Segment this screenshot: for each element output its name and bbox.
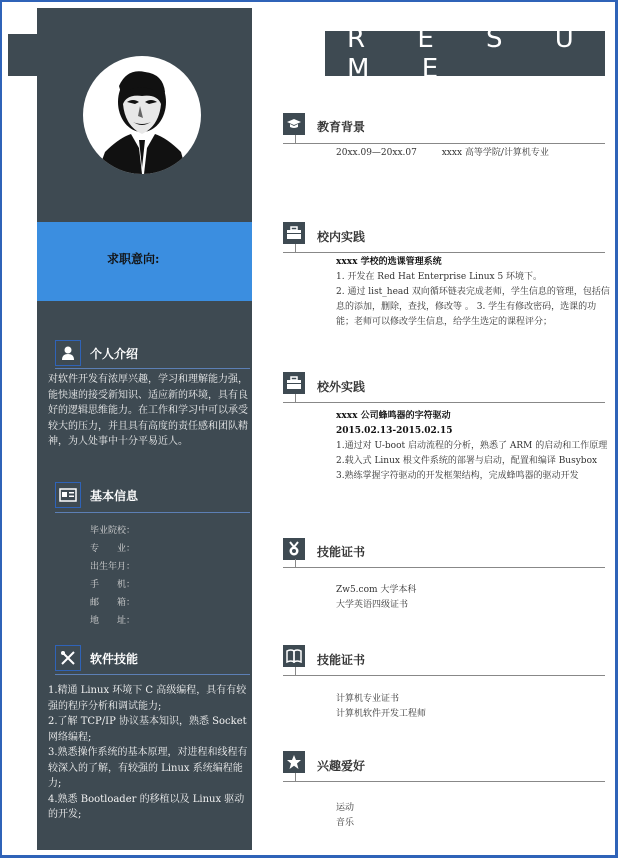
basic-field-school: 毕业院校： (90, 526, 136, 536)
skills-item: 4.熟悉 Bootloader 的移植以及 Linux 驱动的开发; (48, 793, 245, 820)
external-divider (283, 402, 605, 403)
basic-field-address: 地 址： (90, 616, 136, 626)
certs2-title: 技能证书 (317, 653, 366, 667)
campus-content (336, 255, 612, 330)
job-intent-block (37, 222, 252, 301)
education-school: xxxx 高等学院/计算机专业 (441, 148, 549, 158)
external-line: 3.熟练掌握字符驱动的开发框架结构，完成蜂鸣器的驱动开发 (336, 471, 579, 481)
education-title: 教育背景 (317, 120, 366, 134)
star-icon (283, 751, 305, 773)
external-title: 校外实践 (317, 380, 366, 394)
skills-item: 1.精通 Linux 环境下 C 高级编程，具有有较强的程序分析和调试能力; (48, 685, 247, 712)
campus-divider (283, 252, 605, 253)
intro-text: 对软件开发有浓厚兴趣，学习和理解能力强，能快速的接受新知识、适应新的环境，具有良好的逻辑思维能力。在工作和学习中可以承受较大的压力，并且具有高度的责任感和团队精神，为人处事中十分平易近人。 (48, 374, 248, 447)
basic-field-phone: 手 机： (90, 580, 136, 590)
left-edge-tab (8, 34, 37, 76)
hobby-item: 音乐 (336, 818, 355, 828)
certs1-title: 技能证书 (317, 545, 366, 559)
campus-title: 校内实践 (317, 230, 366, 244)
certs2-corner (295, 667, 305, 676)
certs2-divider (283, 675, 605, 676)
hobbies-corner (295, 773, 305, 782)
resume-title: R E S U M E (347, 23, 596, 84)
skills-title: 软件技能 (90, 651, 139, 666)
skills-item: 3.熟悉操作系统的基本原理，对进程和线程有较深入的了解，有较强的 Linux 系统编程能力; (48, 747, 248, 789)
cert-item: 计算机专业证书 (336, 694, 400, 704)
hobbies-content (336, 801, 612, 831)
external-project: xxxx 公司蜂鸣器的字符驱动 (336, 411, 451, 421)
hobbies-title: 兴趣爱好 (317, 759, 366, 773)
basic-field-major: 专 业： (90, 544, 136, 554)
basic-field-email: 邮 箱： (90, 598, 136, 608)
skills-item: 2.了解 TCP/IP 协议基本知识，熟悉 Socket 网络编程; (48, 716, 247, 743)
certs1-divider (283, 567, 605, 568)
resume-title-bar (325, 23, 605, 84)
external-content (336, 409, 612, 484)
briefcase-icon (283, 372, 305, 394)
avatar (83, 56, 201, 174)
education-divider (283, 143, 605, 144)
cert-item: Zw5.com 大学本科 (336, 585, 417, 595)
external-line: 2.载入式 Linux 根文件系统的部署与启动，配置和编译 Busybox (336, 456, 598, 466)
intro-title: 个人介绍 (90, 346, 139, 361)
job-intent-label: 求职意向: (107, 252, 160, 266)
certs1-content (336, 583, 612, 613)
campus-corner (295, 244, 305, 253)
education-period: 20xx.09—20xx.07 (336, 148, 417, 158)
external-corner (295, 394, 305, 403)
education-row (336, 146, 612, 161)
user-icon (55, 340, 81, 366)
book-icon (283, 645, 305, 667)
tools-icon (55, 645, 81, 671)
basic-divider (55, 512, 250, 513)
hobbies-divider (283, 781, 605, 782)
external-line: 1.通过对 U-boot 启动流程的分析，熟悉了 ARM 的启动和工作原理 (336, 441, 608, 451)
graduation-cap-icon (283, 113, 305, 135)
skills-divider (55, 674, 250, 675)
intro-divider (55, 368, 250, 369)
hobby-item: 运动 (336, 803, 355, 813)
skills-list (48, 683, 250, 823)
certs1-corner (295, 559, 305, 568)
certs2-content (336, 692, 612, 722)
skills-section-header (55, 644, 138, 672)
external-period: 2015.02.13-2015.02.15 (336, 426, 453, 436)
campus-line: 2. 通过 list_head 双向循环链表完成老师，学生信息的管理，包括信息的添加，删除，查找，修改等 。 3. 学生有修改密码，选课的功能；老师可以修改学生信息，给学生选定的课程评分； (336, 287, 610, 327)
briefcase-icon (283, 222, 305, 244)
id-card-icon (55, 482, 81, 508)
cert-item: 计算机软件开发工程师 (336, 709, 427, 719)
campus-project: xxxx 学校的选课管理系统 (336, 257, 442, 267)
cert-item: 大学英语四级证书 (336, 600, 409, 610)
basic-title: 基本信息 (90, 488, 139, 503)
medal-icon (283, 538, 305, 560)
education-corner (295, 135, 305, 144)
basic-field-birth: 出生年月： (90, 562, 136, 572)
basic-section-header (55, 481, 138, 509)
campus-line: 1. 开发在 Red Hat Enterprise Linux 5 环境下。 (336, 272, 543, 282)
intro-section-header (55, 339, 138, 367)
